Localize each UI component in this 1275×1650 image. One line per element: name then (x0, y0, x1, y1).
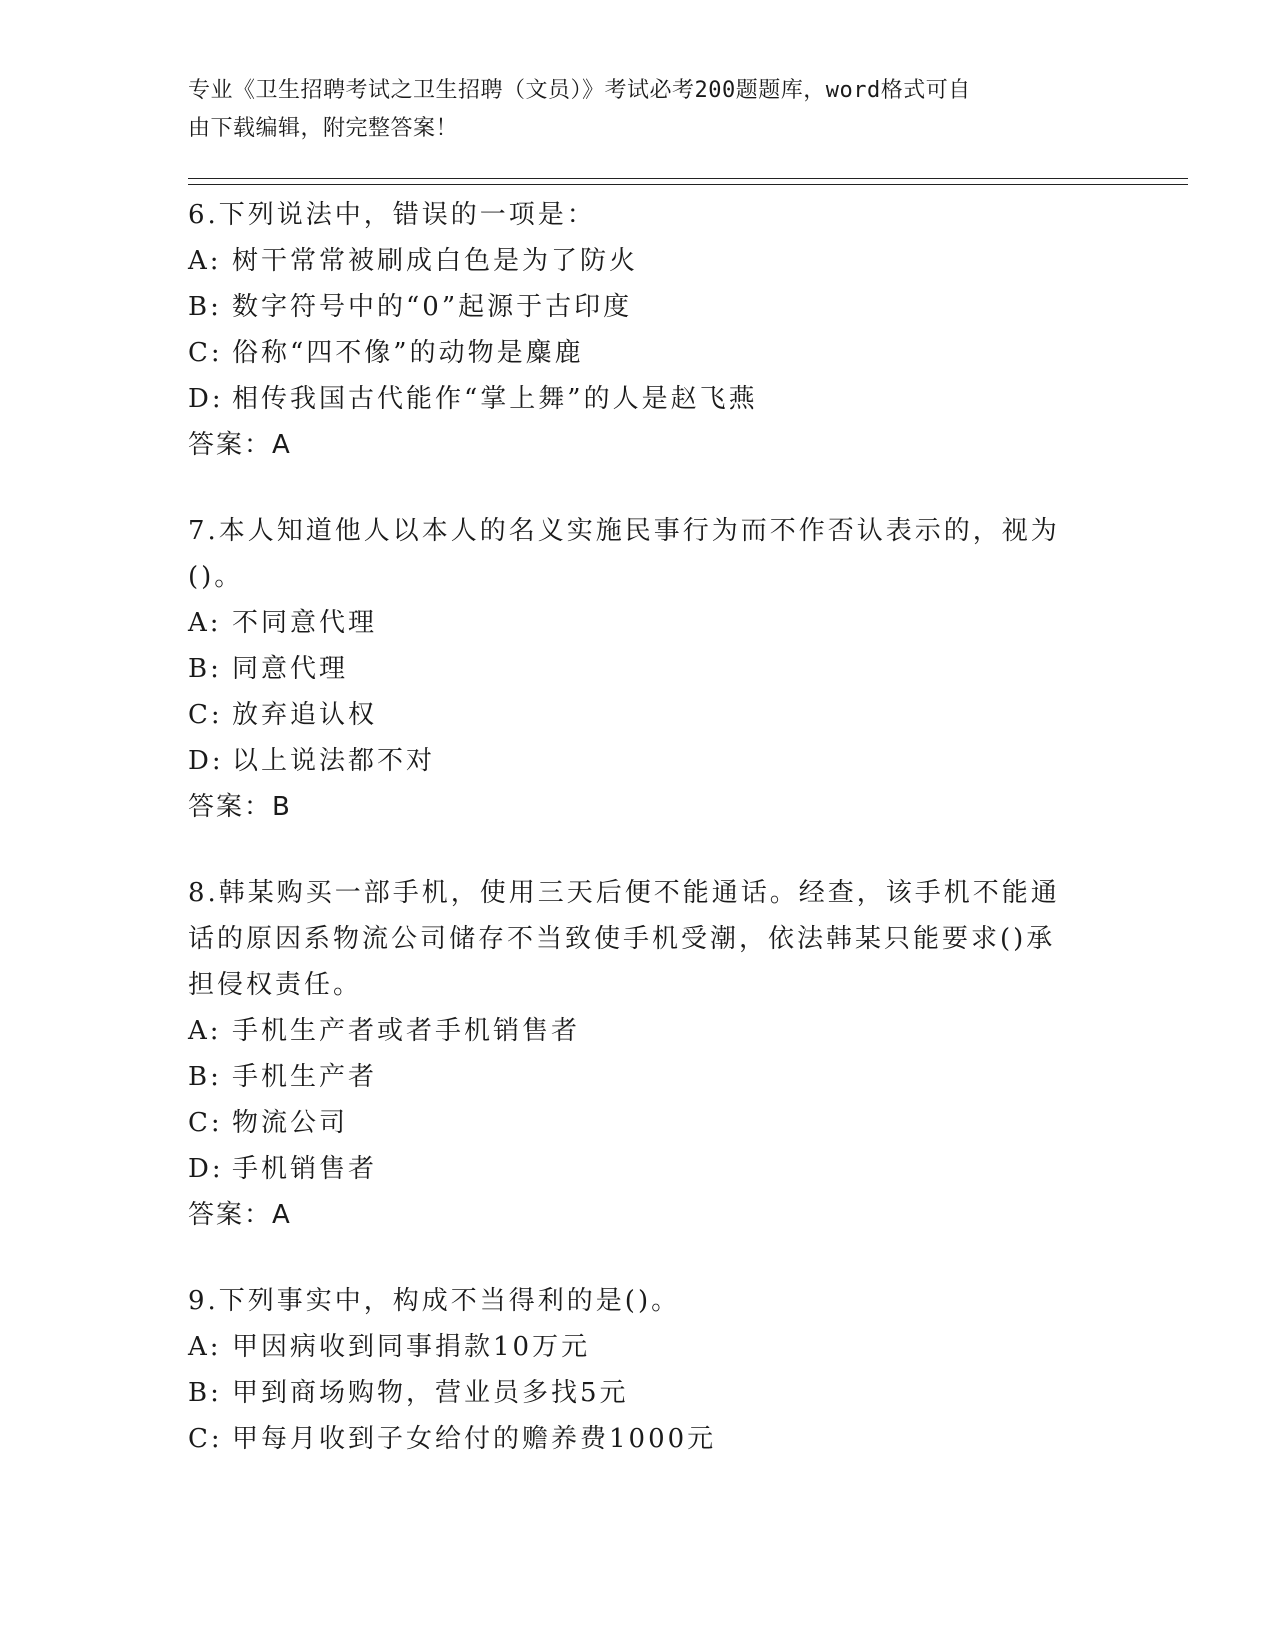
option-d (188, 1146, 1068, 1192)
option-letter: B: (188, 1378, 222, 1408)
option-d (188, 376, 1068, 422)
option-text: 甲到商场购物，营业员多找5元 (232, 1378, 629, 1408)
option-b (188, 646, 1068, 692)
question-stem-line-1: 7.本人知道他人以本人的名义实施民事行为而不作否认表示的，视为 (188, 516, 1060, 546)
option-c (188, 1100, 1068, 1146)
option-text: 不同意代理 (232, 608, 378, 638)
option-text: 俗称“四不像”的动物是麋鹿 (232, 338, 584, 368)
option-a (188, 600, 1068, 646)
option-letter: C: (188, 1108, 223, 1138)
question-stem: 6.下列说法中，错误的一项是： (188, 200, 596, 230)
option-letter: C: (188, 700, 223, 730)
option-letter: B: (188, 292, 222, 322)
option-a (188, 1324, 1068, 1370)
document-header (188, 72, 1068, 148)
header-line-1: 专业《卫生招聘考试之卫生招聘（文员）》考试必考200题题库，word格式可自 (188, 78, 971, 103)
question-8 (188, 870, 1068, 1238)
option-text: 物流公司 (232, 1108, 349, 1138)
question-stem: 9.下列事实中，构成不当得利的是()。 (188, 1286, 681, 1316)
option-text: 手机生产者 (232, 1062, 378, 1092)
option-letter: D: (188, 1154, 224, 1184)
option-c (188, 1416, 1068, 1462)
option-text: 相传我国古代能作“掌上舞”的人是赵飞燕 (232, 384, 758, 414)
header-line-2: 由下载编辑，附完整答案！ (188, 116, 459, 141)
option-letter: B: (188, 1062, 222, 1092)
question-9 (188, 1278, 1068, 1462)
option-letter: C: (188, 338, 223, 368)
option-d (188, 738, 1068, 784)
option-text: 手机销售者 (232, 1154, 378, 1184)
question-stem-line-3: 担侵权责任。 (188, 970, 363, 1000)
option-c (188, 330, 1068, 376)
option-text: 甲因病收到同事捐款10万元 (232, 1332, 591, 1362)
option-letter: B: (188, 654, 222, 684)
option-b (188, 1370, 1068, 1416)
option-text: 数字符号中的“0”起源于古印度 (232, 292, 633, 322)
option-text: 放弃追认权 (232, 700, 378, 730)
option-a (188, 1008, 1068, 1054)
question-6 (188, 192, 1068, 468)
option-letter: A: (188, 1332, 222, 1362)
answer-line: 答案：A (188, 430, 292, 460)
option-letter: C: (188, 1424, 223, 1454)
question-stem-line-1: 8.韩某购买一部手机，使用三天后便不能通话。经查，该手机不能通 (188, 878, 1060, 908)
option-letter: D: (188, 746, 224, 776)
question-7 (188, 508, 1068, 830)
header-divider-top (188, 178, 1188, 179)
option-text: 同意代理 (232, 654, 349, 684)
option-a (188, 238, 1068, 284)
option-text: 树干常常被刷成白色是为了防火 (232, 246, 639, 276)
answer-line: 答案：A (188, 1200, 292, 1230)
option-b (188, 1054, 1068, 1100)
option-text: 甲每月收到子女给付的赡养费1000元 (232, 1424, 717, 1454)
option-text: 以上说法都不对 (232, 746, 436, 776)
header-divider-bottom (188, 184, 1188, 185)
option-letter: A: (188, 246, 222, 276)
question-stem-line-2: 话的原因系物流公司储存不当致使手机受潮，依法韩某只能要求()承 (188, 924, 1056, 954)
option-letter: A: (188, 1016, 222, 1046)
option-letter: D: (188, 384, 224, 414)
option-b (188, 284, 1068, 330)
option-c (188, 692, 1068, 738)
option-letter: A: (188, 608, 222, 638)
option-text: 手机生产者或者手机销售者 (232, 1016, 581, 1046)
question-list (188, 192, 1068, 1502)
question-stem-line-2: ()。 (188, 562, 244, 592)
answer-line: 答案：B (188, 792, 292, 822)
